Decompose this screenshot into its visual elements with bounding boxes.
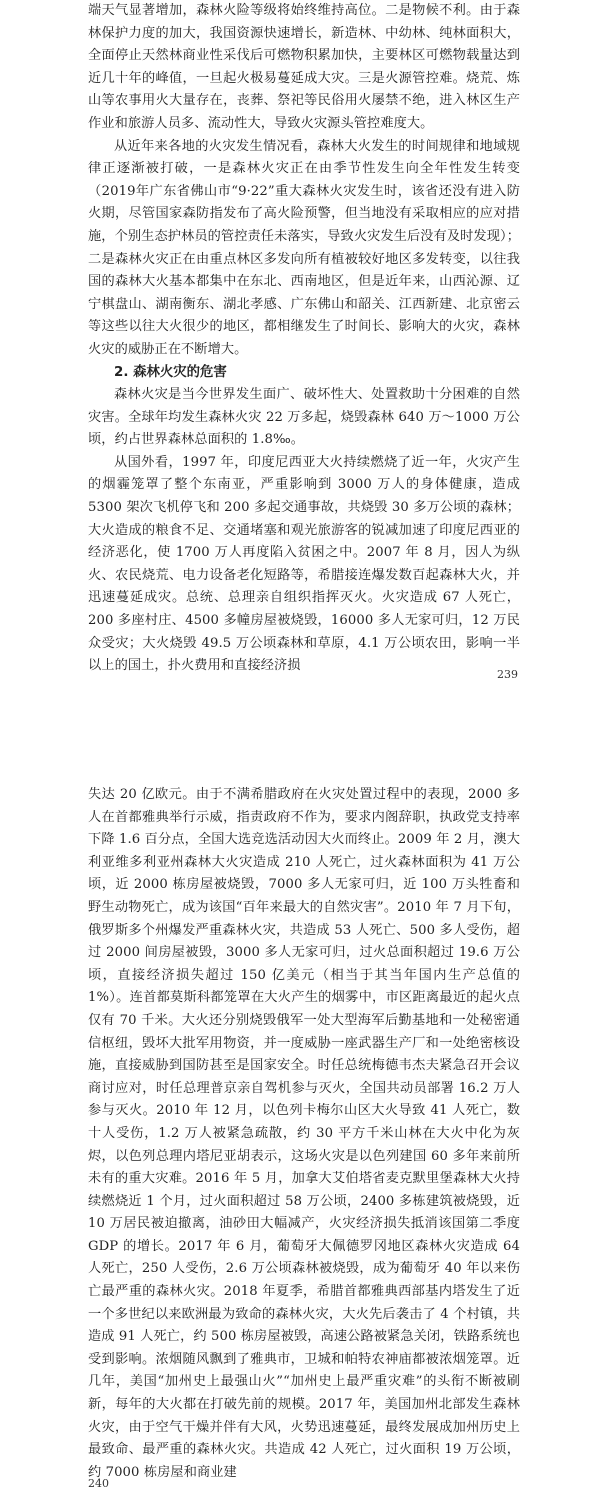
page-239-body: [88, 0, 520, 678]
paragraph-continued: 失达 20 亿欧元。由于不满希腊政府在火灾处置过程中的表现，2000 多人在首都雅典举行示威，指责政府不作为，要求内阁辞职，执政党支持率下降 1.6 百分点，全国大选竞选活动因大火而终止。2009 年 2 月，澳大利亚维多利亚州森林大火灾造成 210 人死亡，过火森林面积为 41 万公顷，近 2000 栋房屋被烧毁，7000 多人无家可归，近 100 万头牲畜和野生动物死亡，成为该国“百年来最大的自然灾害”。2010 年 7 月下旬，俄罗斯多个州爆发严重森林火灾，共造成 53 人死亡、500 多人受伤，超过 2000 间房屋被毁，3000 多人无家可归，过火总面积超过 19.6 万公顷，直接经济损失超过 150 亿美元（相当于其当年国内生产总值的 1%）。连首都莫斯科都笼罩在大火产生的烟雾中，市区距离最近的起火点仅有 70 千米。大火还分别烧毁俄军一处大型海军后勤基地和一处秘密通信枢纽，毁坏大批军用物资，并一度威胁一座武器生产厂和一处绝密核设施，直接威胁到国防甚至是国家安全。时任总统梅德韦杰夫紧急召开会议商讨应对，时任总理普京亲自驾机参与灭火，全国共动员部署 16.2 万人参与灭火。2010 年 12 月，以色列卡梅尔山区大火导致 41 人死亡，数十人受伤，1.2 万人被紧急疏散，约 30 平方千米山林在大火中化为灰烬，以色列总理内塔尼亚胡表示，这场火灾是以色列建国 60 多年来前所未有的重大灾难。2016 年 5 月，加拿大艾伯塔省麦克默里堡森林大火持续燃烧近 1 个月，过火面积超过 58 万公顷，2400 多栋建筑被烧毁，近 10 万居民被迫撤离，油砂田大幅减产，火灾经济损失抵消该国第二季度 GDP 的增长。2017 年 6 月，葡萄牙大佩德罗冈地区森林火灾造成 64 人死亡，250 人受伤，2.6 万公顷森林被烧毁，成为葡萄牙 40 年以来伤亡最严重的森林火灾。2018 年夏季，希腊首都雅典西部基内塔发生了近一个多世纪以来欧洲最为致命的森林火灾，大火先后袭击了 4 个村镇，共造成 91 人死亡，约 500 栋房屋被毁，高速公路被紧急关闭，铁路系统也受到影响。浓烟随风飘到了雅典市，卫城和帕特农神庙都被浓烟笼罩。近几年，美国“加州史上最强山火”“加州史上最严重灾难”的头衔不断被刷新，每年的大火都在打破先前的规模。2017 年，美国加州北部发生森林火灾，由于空气干燥并伴有大风，火势迅速蔓延，最终发展成加州历史上最致命、最严重的森林火灾。共造成 42 人死亡，过火面积 19 万公顷，约 7000 栋房屋和商业建: [88, 787, 520, 1480]
page-number-bottom: 240: [88, 1477, 109, 1490]
page-number: 239: [497, 668, 518, 681]
paragraph-fire-patterns: 从近年来各地的火灾发生情况看，森林大火发生的时间规律和地域规律正逐渐被打破，一是森林火灾正在由季节性发生向全年性发生转变（2019年广东省佛山市“9·22”重大森林火灾发生时，该省还没有进入防火期，尽管国家森防指发布了高火险预警，但当地没有采取相应的应对措施，个别生态护林员的管控责任未落实，导致火灾发生后没有及时发现）；二是森林火灾正在由重点林区多发向所有植被较好地区多发转变，以往我国的森林大火基本都集中在东北、西南地区，但是近年来，山西沁源、辽宁棋盘山、湖南衡东、湖北孝感、广东佛山和韶关、江西新建、北京密云等这些以往大火很少的地区，都相继发生了时间长、影响大的火灾，森林火灾的威胁正在不断增大。: [88, 138, 520, 357]
page-240-body: [88, 766, 520, 1484]
paragraph-foreign-cases: 从国外看，1997 年，印度尼西亚大火持续燃烧了近一年，火灾产生的烟霾笼罩了整个东南亚，严重影响到 3000 万人的身体健康，造成 5300 架次飞机停飞和 200 多起交通事故，共烧毁 30 多万公顷的森林；大火造成的粮食不足、交通堵塞和观光旅游客的锐减加速了印度尼西亚的经济恶化，使 1700 万人再度陷入贫困之中。2007 年 8 月，因人为纵火、农民烧荒、电力设备老化短路等，希腊接连爆发数百起森林大火，并迅速蔓延成灾。总统、总理亲自组织指挥灭火。火灾造成 67 人死亡，200 多座村庄、4500 多幢房屋被烧毁，16000 多人无家可归，12 万民众受灾；大火烧毁 49.5 万公顷森林和草原，4.1 万公顷农田，影响一半以上的国土，扑火费用和直接经济损: [88, 454, 520, 674]
paragraph-global-stats: 森林火灾是当今世界发生面广、破坏性大、处置救助十分困难的自然灾害。全球年均发生森林火灾 22 万多起，烧毁森林 640 万～1000 万公顷，约占世界森林总面积的 1.8‰。: [88, 387, 520, 448]
paragraph-weather: 端天气显著增加，森林火险等级将始终维持高位。二是物候不利。由于森林保护力度的加大，我国资源快速增长，新造林、中幼林、纯林面积大，全面停止天然林商业性采伐后可燃物积累加快，主要林区可燃物载量达到近几十年的峰值，一旦起火极易蔓延成大灾。三是火源管控难。烧荒、炼山等农事用火大量存在，丧葬、祭祀等民俗用火屡禁不绝，进入林区生产作业和旅游人员多、流动性大，导致火灾源头管控难度大。: [88, 3, 520, 131]
page-240: [0, 766, 600, 1490]
section-heading: 2. 森林火灾的危害: [114, 364, 227, 380]
page-gap: [0, 718, 600, 766]
page-239: [0, 0, 600, 718]
